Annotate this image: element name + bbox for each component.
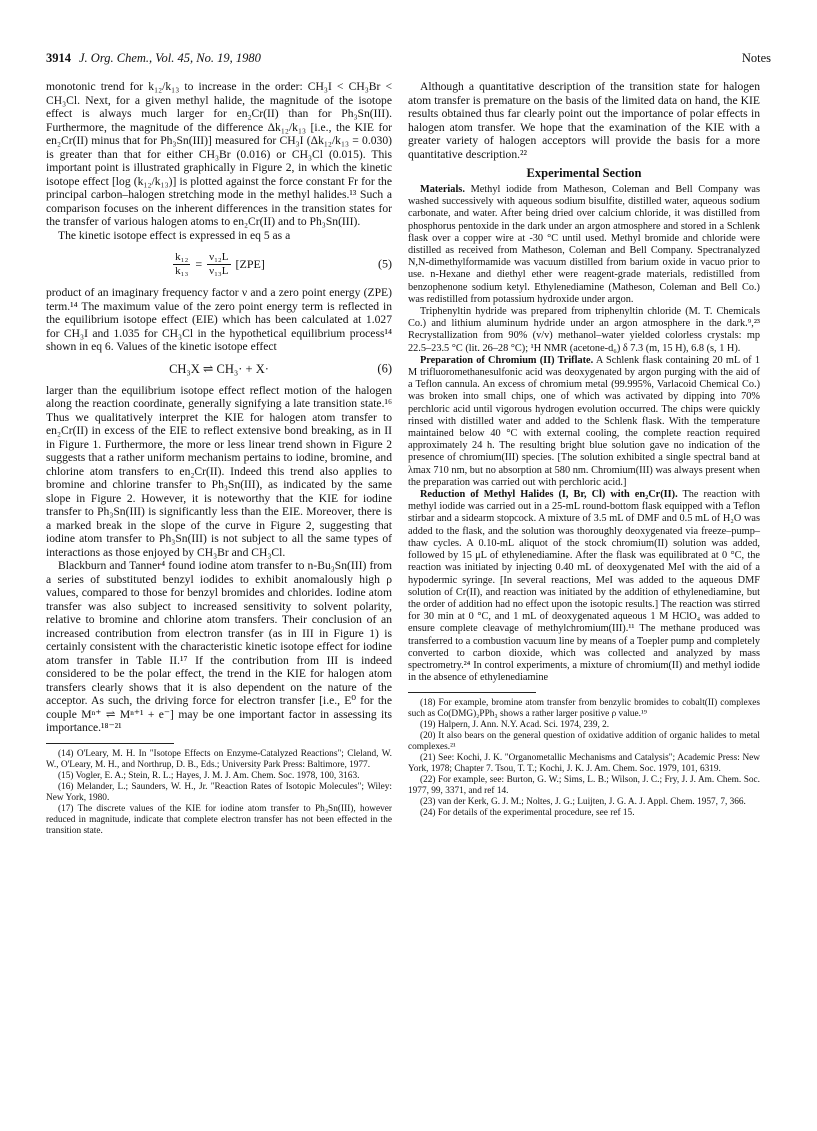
section-label: Notes: [741, 51, 771, 65]
equation-lhs-fraction: [173, 251, 190, 278]
journal-citation: J. Org. Chem., Vol. 45, No. 19, 1980: [79, 51, 261, 65]
equation-number: (5): [378, 256, 392, 271]
experimental-paragraph: [408, 184, 760, 306]
footnote: (14) O'Leary, M. H. In "Isotope Effects on Enzyme-Catalyzed Reactions"; Cleland, W. W., O'Leary, M. H., and Northrup, D. B., Eds.; University Park Press: Baltimore, 1977.: [46, 748, 392, 770]
equation-expression: CH₃X ⇌ CH₃· + X·: [169, 361, 269, 376]
footnote: (17) The discrete values of the KIE for iodine atom transfer to Ph₃Sn(III), however reduced in magnitude, indicate that complete electron transfer has not been effected in the transition state.: [46, 803, 392, 836]
section-heading: Experimental Section: [526, 166, 642, 180]
footnote-divider: [408, 692, 536, 693]
footnote-divider: [46, 743, 174, 744]
paragraph-text: The reaction with methyl iodide was carried out in a 25-mL round-bottom flask equipped with a Teflon stirbar and a sidearm stopcock. A mixture of 3.5 mL of DMF and 0.5 mL of H₂O was added to the flask, and the solution was thoroughly deoxygenated via freeze–pump–thaw cycles. A 0.10-mL aliquot of the stock chromium(II) solution was added, followed by 15 μL of ethylenediamine. After the flask was equilibrated at 0 °C, the reaction was initiated by injecting 0.40 mL of deoxygenated MeI with the aid of a hypodermic syringe. [In several reactions, MeI was added to the aqueous DMF solution of Cr(II), and reaction was initiated by the addition of ethylenediamine, but the order of addition had no effect upon the isotopic results.] The reaction was stirred for 30 min at 0 °C, and 1 mL of deoxygenated aqueous 1 M HClO₄ was added to ensure complete cleavage of methylchromium(III).¹¹ The methane produced was transferred to a combustion vacuum line by means of a Toepler pump and completely converted to carbon dioxide, which was collected and analyzed by mass spectrometry.²⁴ In control experiments, a mixture of chromium(II) and methyl iodide in the absence of ethylenediamine: [408, 489, 760, 684]
footnote: (16) Melander, L.; Saunders, W. H., Jr. "Reaction Rates of Isotopic Molecules"; Wiley: New York, 1980.: [46, 781, 392, 803]
run-in-heading: Preparation of Chromium (II) Triflate.: [420, 354, 594, 366]
paragraph-text: A Schlenk flask containing 20 mL of 1 M trifluoromethanesulfonic acid was deoxygenated by argon purging with the aid of a Teflon cannula. An excess of chromium metal (99.995%, Varlacoid Chemical Co.) was broken into small chips, one of which was activated by dipping into 70% perchloric acid until vigorous hydrogen evolution occurred. The chips were quickly rinsed with distilled water and added to the Schlenk flask. With the temperature maintained below 40 °C with external cooling, the complete reaction required approximately 24 h. The resulting bright blue solution gave no indication of the presence of chromium(III) species. [The solution exhibited a single spectral band at λmax 710 nm, but no absorption at 580 nm. Chromium(III) was always present when the preparation was carried out with perchloric acid.]: [408, 354, 760, 488]
equation-number: (6): [377, 361, 392, 375]
footnote: (24) For details of the experimental procedure, see ref 15.: [420, 808, 635, 819]
running-head-left: [46, 50, 261, 66]
left-column: [46, 80, 392, 837]
body-paragraph: product of an imaginary frequency factor ν and a zero point energy (ZPE) term.¹⁴ The maximum value of the zero point energy term is reflected in the equilibrium isotope effect (EIE) which has been calculated at 1.027 for CH₃I and 1.035 for CH₃Cl in the hypothetical equilibrium process¹⁴ shown in eq 6. Values of the kinetic isotope effect: [46, 286, 392, 353]
footnote: (20) It also bears on the general question of oxidative addition of organic halides to metal complexes.²¹: [408, 731, 760, 753]
footnote: (22) For example, see: Burton, G. W.; Sims, L. B.; Wilson, J. C.; Fry, J. J. Am. Chem. Soc. 1977, 99, 3371, and ref 14.: [408, 775, 760, 797]
run-in-heading: Reduction of Methyl Halides (I, Br, Cl) with en₂Cr(II).: [420, 489, 678, 501]
paragraph-text: Methyl iodide from Matheson, Coleman and Bell Company was washed successively with aqueous sodium bisulfite, distilled water, aqueous sodium carbonate, and water. After being dried over calcium chloride, it was distilled from phosphorus pentoxide in the dark under an argon atmosphere and stored in a Schlenk flask over a copper wire at -30 °C until used. Methyl bromide and chloride were distilled as received from Matheson, Coleman and Bell Company. Spectranalyzed N,N-dimethylformamide was vacuum distilled from barium oxide in vacuo prior to use. n-Hexane and diethyl ether were reagent-grade materials, redistilled from benzophenone sodium ketyl. Ethylenediamine (Matheson, Coleman and Bell Co.) was redistilled from potassium hydroxide under argon.: [408, 184, 760, 305]
footnote: (23) van der Kerk, G. J. M.; Noltes, J. G.; Luijten, J. G. A. J. Appl. Chem. 1957, 7, 366.: [420, 797, 746, 808]
footnote: (19) Halpern, J. Ann. N.Y. Acad. Sci. 1974, 239, 2.: [420, 720, 610, 731]
equation-6: [46, 360, 392, 378]
body-paragraph: larger than the equilibrium isotope effect reflect motion of the halogen along the reaction coordinate, generally signifying a late transition state.¹⁶ Thus we qualitatively interpret the KIE for halogen atom transfer to en₂Cr(II) in excess of the EIE to reflect extensive bond breaking, as in II in Figure 1. Furthermore, the more or less linear trend shown in Figure 2 suggests that a rather uniform mechanism pertains to iodine, bromine, and chlorine atom transfers to en₂Cr(II). Indeed this trend also applies to bromine and chlorine transfer to Ph₃Sn(III), as indicated by the same slope in Figure 2. However, it is noteworthy that the KIE for iodine transfer to Ph₃Sn(III) is significantly less than the EIE. Moreover, there is a marked break in the slope of the curve in Figure 2, suggesting that iodine atom transfer to Ph₃Sn(III) is not subject to all the same types of interactions as those enjoyed by CH₃Br and CH₃Cl.: [46, 383, 392, 559]
body-paragraph: monotonic trend for k₁₂/k₁₃ to increase in the order: CH₃I < CH₃Br < CH₃Cl. Next, for a given methyl halide, the magnitude of the isotope effect is always much larger for en₂Cr(II) than for Ph₃Sn(III). Furthermore, the magnitude of the difference Δk₁₂/k₁₃ [i.e., the KIE for en₂Cr(II) minus that for Ph₃Sn(III)] measured for CH₃I (Δk₁₂/k₁₃ = 0.030) is greater than that for either CH₃Br (0.016) or CH₃Cl (0.015). This important point is illustrated graphically in Figure 2, in which the kinetic isotope effect [log (k₁₂/k₁₃)] is plotted against the force constant Fr for the principal carbon–halogen stretching mode in the methyl halides.¹³ Such a comparison focuses on the inherent differences in the transition states for the transfer of various halogen atoms to en₂Cr(II) and to Ph₃Sn(III).: [46, 80, 392, 228]
running-head: [46, 50, 771, 66]
run-in-heading: Materials.: [420, 184, 465, 195]
right-column: [408, 80, 760, 819]
equation-rhs-denominator: ν₁₃L: [209, 264, 229, 277]
equals-sign: =: [195, 256, 203, 271]
body-paragraph: Blackburn and Tanner⁴ found iodine atom transfer to n-Bu₃Sn(III) from a series of substituted benzyl iodides to exhibit anomalously high ρ values, compared to those for benzyl bromides and chlorides. Iodine atom transfer was also subject to increased sensitivity to solvent polarity, relative to bromine and chlorine atom transfers. Their conclusion of an increased contribution from electron transfer (as in III in Figure 1) is certainly consistent with the characteristic kinetic isotope effect for iodine atom transfer in Table II.¹⁷ If the contribution from III is indeed considered to be the polar effect, the trend in the KIE for halogen atom transfers clearly shows that it is also dependent on the nature of the acceptor. As such, the driving force for electron transfer [i.e., E⁰ for the couple Mⁿ⁺ ⇌ Mⁿ⁺¹ + e⁻] may be one important factor in assessing its importance.¹⁸⁻²¹: [46, 559, 392, 734]
experimental-paragraph: [408, 355, 760, 489]
experimental-paragraph: Triphenyltin hydride was prepared from triphenyltin chloride (M. T. Chemicals Co.) and lithium aluminum hydride under an argon atmosphere in the dark.⁹,²³ Recrystallization from 90% (v/v) methanol–water yielded colorless crystals: mp 22.5–23.5 °C (lit. 26–28 °C); ¹H NMR (acetone-d₆) δ 7.3 (m, 15 H), 6.8 (s, 1 H).: [408, 306, 760, 354]
body-paragraph: The kinetic isotope effect is expressed in eq 5 as a: [58, 228, 291, 242]
experimental-paragraph: [408, 489, 760, 684]
page-number: 3914: [46, 51, 71, 65]
body-paragraph: Although a quantitative description of the transition state for halogen atom transfer is premature on the basis of the limited data on hand, the KIE results obtained thus far clearly point out the importance of polar effects in halogen atom transfer. We hope that the examination of the KIE with a greater variety of halogen acceptors will provide the basis for a more quantitative description.²²: [408, 80, 760, 161]
equation-rhs-numerator: ν₁₂L: [209, 250, 229, 263]
footnote: (18) For example, bromine atom transfer from benzylic bromides to cobalt(II) complexes such as Co(DMG)₂PPh₃ shows a rather larger positive ρ value.¹⁹: [408, 698, 760, 720]
equation-5: [46, 248, 392, 280]
footnote: (15) Vogler, E. A.; Stein, R. L.; Hayes, J. M. J. Am. Chem. Soc. 1978, 100, 3163.: [58, 770, 360, 781]
equation-rhs-tail: [ZPE]: [235, 256, 265, 271]
equation-lhs-numerator: k₁₂: [175, 250, 189, 263]
equation-lhs-denominator: k₁₃: [175, 264, 189, 277]
footnote: (21) See: Kochi, J. K. "Organometallic Mechanisms and Catalysis"; Academic Press: New York, 1978; Chapter 7. Tsou, T. T.; Kochi, J. K. J. Am. Chem. Soc. 1979, 101, 6319.: [408, 753, 760, 775]
equation-rhs-fraction: [207, 251, 230, 278]
